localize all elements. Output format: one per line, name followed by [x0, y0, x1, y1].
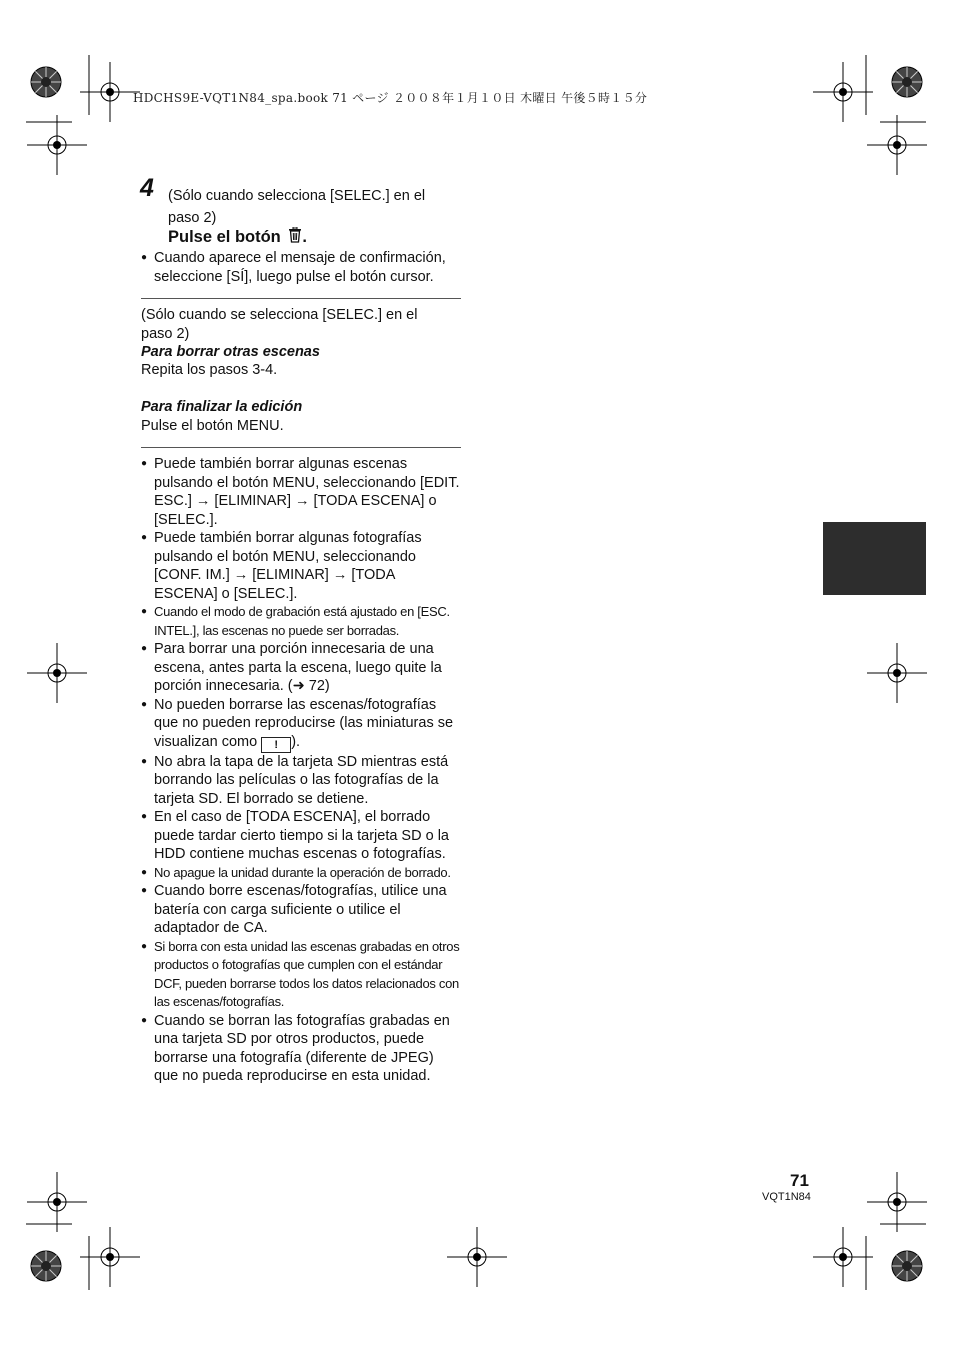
step-action [168, 227, 307, 248]
step-action-suffix: . [302, 228, 307, 246]
note-item: ● Cuando se borran las fotografías grabadas en una tarjeta SD por otros productos, puede borrarse una fotografía (diferente de JPEG) que no pueda reproducirse en esta unidad. [141, 1012, 461, 1086]
finish-text: Pulse el botón MENU. [141, 418, 284, 434]
note-item: ● Cuando borre escenas/fotografías, utilice una batería con carga suficiente o utilice el adaptador de CA. [141, 882, 461, 938]
finish-heading: Para finalizar la edición [141, 399, 303, 415]
note-item: ● Puede también borrar algunas escenas pulsando el botón MENU, seleccionando [EDIT. ESC.] → [ELIMINAR] → [TODA ESCENA] o [SELEC.]. [141, 455, 461, 529]
page-code: VQT1N84 [762, 1191, 811, 1203]
note-item: ● No apague la unidad durante la operación de borrado. [141, 864, 461, 883]
divider [141, 298, 461, 299]
note-item [141, 696, 461, 753]
step-bullet: ● Cuando aparece el mensaje de confirmación, seleccione [SÍ], luego pulse el botón cursor. [141, 249, 469, 286]
step-number: 4 [140, 174, 154, 202]
chapter-tab [823, 522, 926, 595]
divider [141, 447, 461, 448]
note-item: ● No abra la tapa de la tarjeta SD mientras está borrando las películas o las fotografías de la tarjeta SD. El borrado se detiene. [141, 753, 461, 809]
note-item: ● En el caso de [TODA ESCENA], el borrado puede tardar cierto tiempo si la tarjeta SD o la HDD contiene muchas escenas o fotografías. [141, 808, 461, 864]
page-number: 71 [790, 1171, 809, 1190]
note-text-end: ). [291, 733, 301, 750]
trash-icon [288, 227, 302, 248]
step-condition: (Sólo cuando selecciona [SELEC.] en el paso 2) [168, 188, 426, 226]
warning-thumbnail-icon: ! [261, 737, 291, 753]
note-item: ● Puede también borrar algunas fotografías pulsando el botón MENU, seleccionando [CONF. IM.] → [ELIMINAR] → [TODA ESCENA] o [SELEC.]. [141, 529, 461, 603]
notes-list [141, 455, 461, 1086]
section-condition: (Sólo cuando se selecciona [SELEC.] en el paso 2) [141, 307, 418, 342]
print-header: HDCHS9E-VQT1N84_spa.book 71 ページ ２００８年１月１０日 木曜日 午後５時１５分 [133, 91, 648, 105]
other-scenes-heading: Para borrar otras escenas [141, 344, 320, 360]
step-action-label: Pulse el botón [168, 228, 281, 246]
note-item: ● Si borra con esta unidad las escenas grabadas en otros productos o fotografías que cumplen con el estándar DCF, pueden borrarse todos los datos relacionados con las escenas/fotografías. [141, 938, 461, 1012]
note-text: No pueden borrarse las escenas/fotografías que no pueden reproducirse (las miniaturas se visualizan como [154, 696, 454, 750]
note-item: ● Para borrar una porción innecesaria de una escena, antes parta la escena, luego quite la porción innecesaria. (➜ 72) [141, 640, 461, 696]
note-item: ● Cuando el modo de grabación está ajustado en [ESC. INTEL.], las escenas no puede ser borradas. [141, 603, 461, 640]
other-scenes-text: Repita los pasos 3-4. [141, 362, 278, 378]
